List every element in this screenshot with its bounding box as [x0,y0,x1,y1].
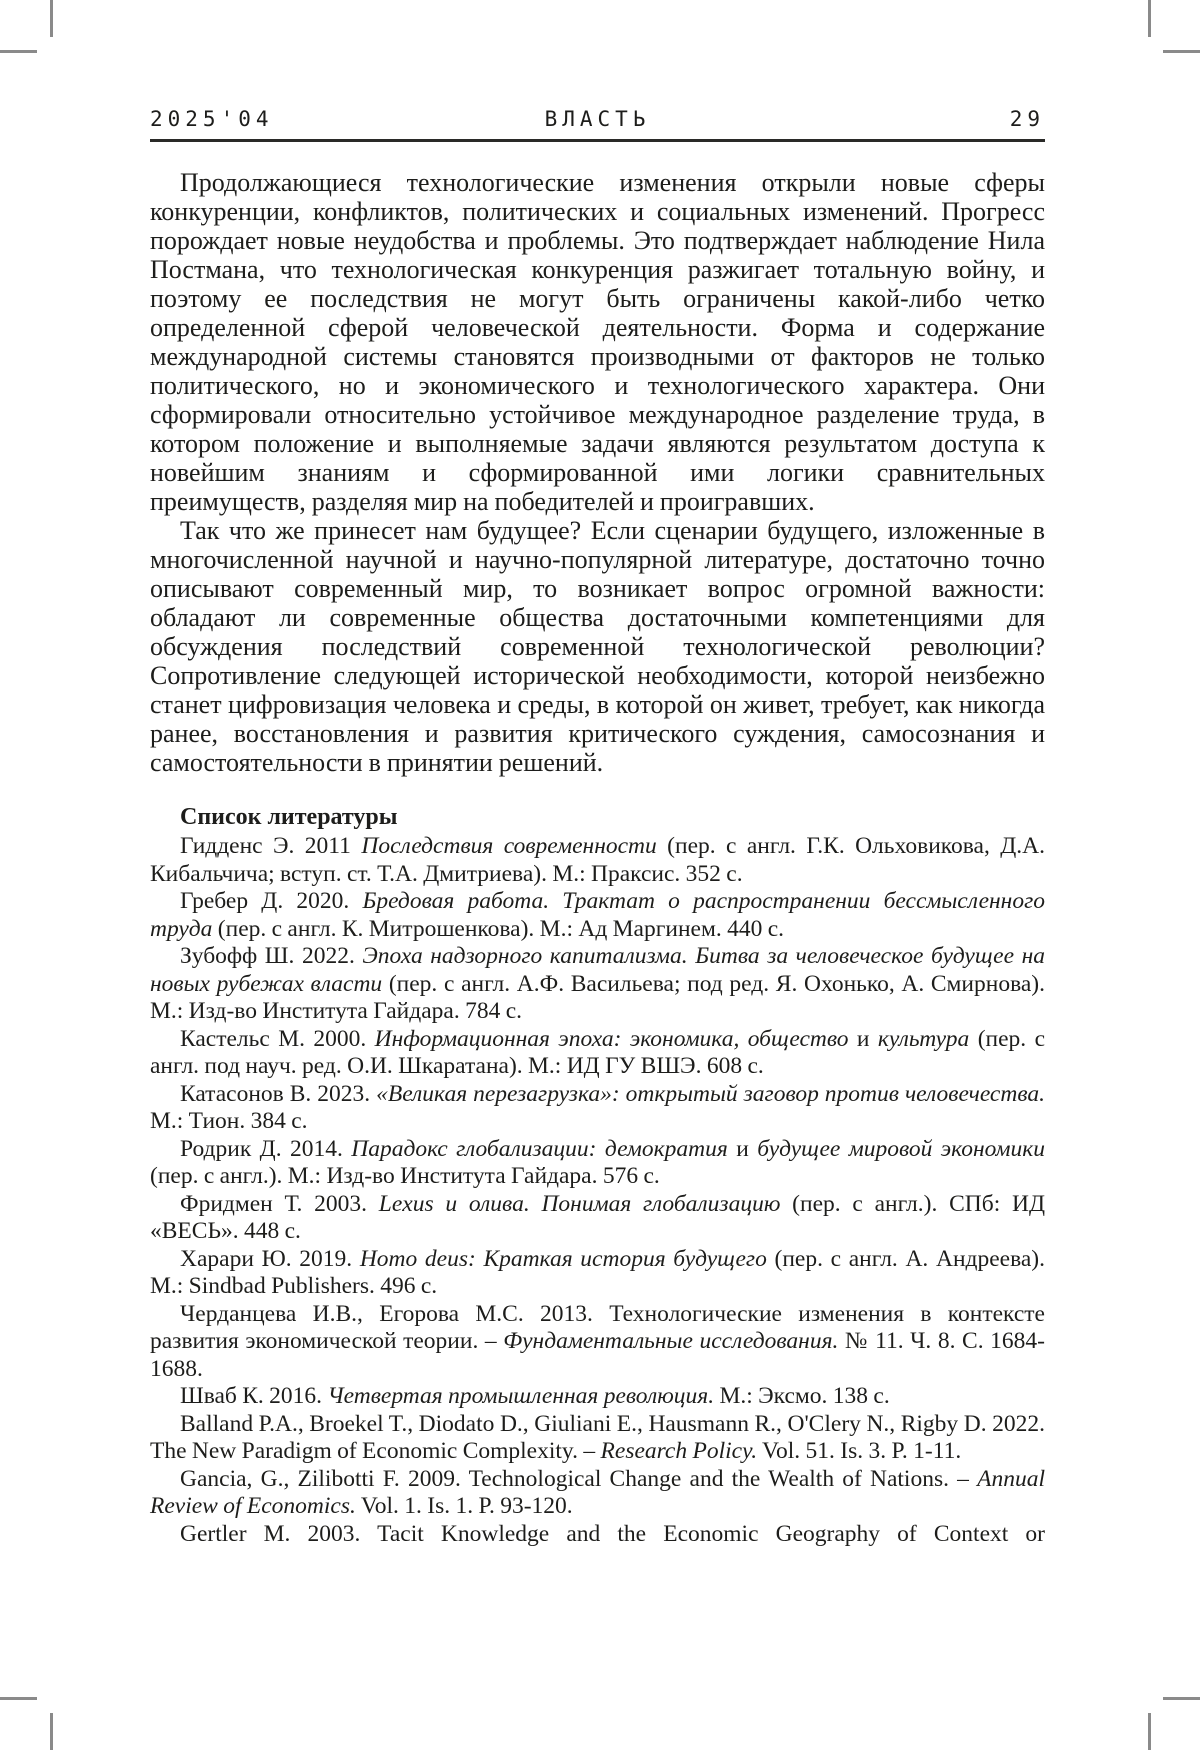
reference-title: будущее мировой экономики [757,1135,1046,1162]
reference-text: и [848,1025,878,1052]
reference-text: (пер. с англ. К. Митрошенкова). М.: Ад Маргинем. 440 с. [212,915,785,942]
reference-title: Последствия современности [361,833,657,859]
crop-mark-top-right-vertical [1148,0,1151,37]
reference-title: Research Policy. [600,1438,758,1464]
page-number: 29 [1009,107,1045,131]
reference-entry [150,1411,1045,1466]
reference-text: Черданцева И.В., Егорова М.С. 2013. Технологические изменения в контексте развития экономической теории. – [150,1300,1045,1354]
body-paragraph-1: Продолжающиеся технологические изменения открыли новые сферы конкуренции, конфликтов, политических и социальных изменений. Прогресс порождает новые неудобства и проблемы. Это подтверждает наблюдение Нила Постмана, что технологическая конкуренция разжигает тотальную войну, и поэтому ее последствия не могут быть ограничены какой-либо четко определенной сферой человеческой деятельности. Форма и содержание международной системы становятся производными от факторов не только политического, но и экономического и технологического характера. Они сформировали относительно устойчивое международное разделение труда, в котором положение и выполняемые задачи являются результатом доступа к новейшим знаниям и сформированной ими логики сравнительных преимуществ, разделяя мир на победителей и проигравших. [150,168,1045,516]
reference-text: и [727,1135,758,1162]
reference-text: Кастельс М. 2000. [180,1025,375,1052]
reference-text: Vol. 1. Is. 1. P. 93-120. [355,1493,573,1519]
reference-text: Катасонов В. 2023. [180,1080,377,1107]
reference-text: Гребер Д. 2020. [180,888,363,914]
reference-text: (пер. с англ.). М.: Изд-во Института Гайдара. 576 с. [150,1163,660,1189]
reference-text: (пер. с англ. А. Андреева). М.: Sindbad Publishers. 496 с. [150,1245,1045,1299]
reference-entry [150,1191,1045,1246]
reference-title: культура [877,1025,970,1052]
reference-text: Шваб К. 2016. [180,1383,328,1409]
crop-mark-bottom-right-vertical [1148,1713,1151,1750]
reference-text: (пер. с англ.). СПб: ИД «ВЕСЬ». 448 с. [150,1190,1045,1244]
reference-title: Annual Review of Economics. [150,1465,1045,1519]
body-paragraph-2: Так что же принесет нам будущее? Если сценарии будущего, изложенные в многочисленной научной и научно-популярной литературе, достаточно точно описывают современный мир, то возникает вопрос огромной важности: обладают ли современные общества достаточными компетенциями для обсуждения последствий современной технологической революции? Сопротивление следующей исторической необходимости, которой неизбежно станет цифровизация человека и среды, в которой он живет, требует, как никогда ранее, восстановления и развития критического суждения, самосознания и самостоятельности в принятии решений. [150,516,1045,777]
reference-entry [150,888,1045,943]
crop-mark-top-left-horizontal [0,50,37,53]
reference-text: Vol. 51. Is. 3. P. 1-11. [757,1438,962,1464]
reference-text: Гидденс Э. 2011 [180,833,362,859]
reference-text: (пер. с англ. под науч. ред. О.И. Шкаратана). М.: ИД ГУ ВШЭ. 608 с. [150,1025,1045,1079]
reference-text: Gertler M. 2003. Tacit Knowledge and the Economic Geography of Context or [180,1520,1045,1547]
reference-entry [150,833,1045,888]
article-body [150,168,1045,1548]
crop-mark-bottom-left-vertical [50,1713,53,1750]
reference-text: Родрик Д. 2014. [180,1135,352,1162]
running-head [150,104,1045,134]
crop-mark-top-right-horizontal [1163,50,1200,53]
reference-title: Парадокс глобализации: демократия [351,1135,728,1162]
crop-mark-bottom-right-horizontal [1163,1697,1200,1700]
bibliography-heading: Список литературы [180,804,398,830]
reference-entry [150,1026,1045,1081]
reference-title: Четвертая промышленная революция. [327,1383,715,1409]
reference-entry [150,1081,1045,1136]
reference-text: Фридмен Т. 2003. [180,1190,379,1217]
reference-text: М.: Тион. 384 с. [150,1108,308,1134]
journal-title: ВЛАСТЬ [544,107,651,131]
reference-title: Homo deus: Краткая история будущего [359,1245,767,1272]
reference-title: Фундаментальные исследования. [503,1328,839,1354]
reference-text: (пер. с англ. Г.К. Ольховикова, Д.А. Кибальчича; вступ. ст. Т.А. Дмитриева). М.: Праксис. 352 с. [150,833,1046,887]
reference-text: Харари Ю. 2019. [180,1245,360,1272]
reference-entry [150,1301,1045,1384]
reference-text: Balland P.A., Broekel T., Diodato D., Giuliani E., Hausmann R., O'Clery N., Rigby D. 2022. The New Paradigm of Economic Complexity. – [150,1410,1045,1464]
reference-title: Эпоха надзорного капитализма. Битва за человеческое будущее на новых рубежах власти [150,943,1045,997]
reference-entry [150,1383,1045,1411]
reference-text: Gancia, G., Zilibotti F. 2009. Technological Change and the Wealth of Nations. – [180,1465,978,1492]
reference-title: Lexus и олива. Понимая глобализацию [378,1190,781,1217]
reference-text: (пер. с англ. А.Ф. Васильева; под ред. Я. Охонько, А. Смирнова). М.: Изд-во Института Гайдара. 784 с. [150,970,1045,1024]
reference-text: Зубофф Ш. 2022. [180,943,363,969]
reference-entry [150,1136,1045,1191]
crop-mark-top-left-vertical [50,0,53,37]
issue-label: 2025'04 [150,107,274,131]
reference-entry [150,1521,1045,1549]
reference-title: «Великая перезагрузка»: открытый заговор против человечества. [376,1080,1045,1107]
reference-text: М.: Эксмо. 138 с. [714,1383,890,1409]
references-list [150,833,1045,1548]
reference-text: № 11. Ч. 8. С. 1684-1688. [150,1328,1045,1382]
reference-entry [150,1246,1045,1301]
reference-title: Бредовая работа. Трактат о распространении бессмысленного труда [150,888,1045,942]
reference-entry [150,943,1045,1026]
crop-mark-bottom-left-horizontal [0,1697,37,1700]
reference-entry [150,1466,1045,1521]
reference-title: Информационная эпоха: экономика, общество [374,1025,849,1052]
header-rule [150,139,1045,142]
